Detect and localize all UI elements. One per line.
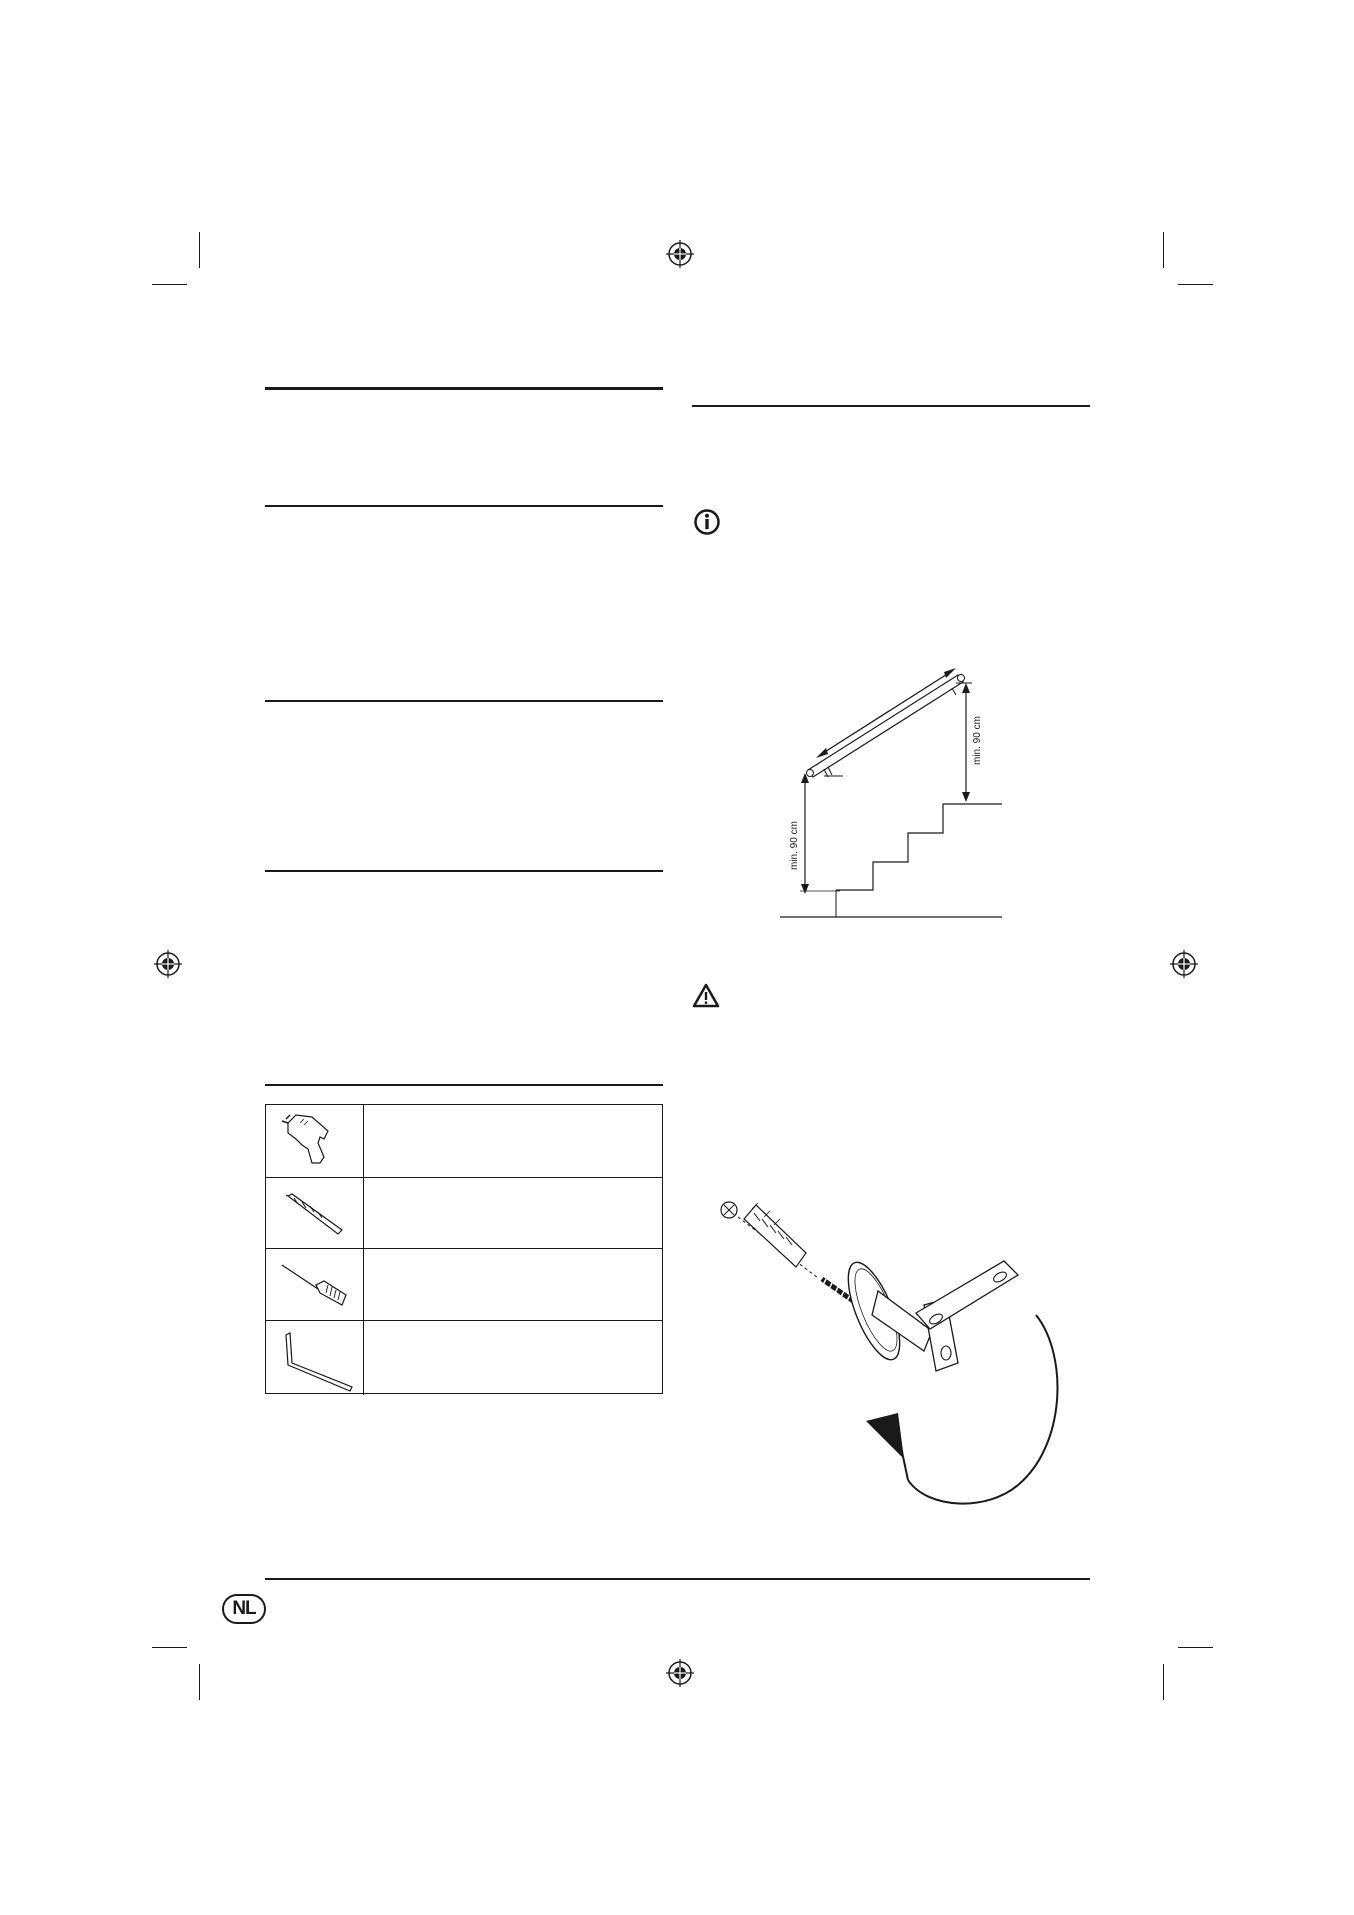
drill-bit-icon: [266, 1178, 364, 1248]
tool-label: [364, 1178, 662, 1248]
bracket-mounting-diagram: [718, 1195, 1078, 1535]
section-rule-heavy: [265, 387, 663, 390]
tool-label: [364, 1249, 662, 1320]
table-row: [266, 1178, 662, 1249]
screwdriver-icon: [266, 1249, 364, 1319]
allen-key-icon: [266, 1321, 364, 1393]
crop-mark-bottom-left-h: [152, 1647, 187, 1648]
crop-mark-top-left-v: [199, 232, 200, 268]
section-rule: [265, 1084, 663, 1086]
registration-mark-icon: [153, 949, 183, 979]
crop-mark-top-right-h: [1178, 284, 1213, 285]
tool-label: [364, 1321, 662, 1395]
registration-mark-icon: [665, 239, 695, 269]
left-height-label: min. 90 cm: [789, 821, 800, 870]
registration-mark-icon: [665, 1658, 695, 1688]
table-row: [266, 1321, 662, 1395]
registration-mark-icon: [1169, 949, 1199, 979]
section-rule: [265, 505, 663, 507]
crop-mark-bottom-right-h: [1178, 1647, 1213, 1648]
warning-icon: [692, 983, 720, 1008]
section-rule: [692, 405, 1090, 407]
section-rule: [265, 870, 663, 872]
crop-mark-bottom-left-v: [199, 1664, 200, 1700]
table-row: [266, 1105, 662, 1178]
crop-mark-bottom-right-v: [1163, 1664, 1164, 1700]
table-row: [266, 1249, 662, 1321]
crop-mark-top-right-v: [1163, 232, 1164, 268]
section-rule: [265, 700, 663, 702]
right-height-label: min. 90 cm: [972, 716, 983, 765]
language-badge: NL: [222, 1594, 266, 1624]
tool-label: [364, 1105, 662, 1177]
tools-table: [265, 1104, 663, 1394]
crop-mark-top-left-h: [152, 284, 187, 285]
info-icon: [693, 508, 721, 536]
footer-rule: [265, 1578, 1090, 1580]
drill-icon: [266, 1105, 364, 1177]
stair-handrail-diagram: [780, 655, 1010, 925]
